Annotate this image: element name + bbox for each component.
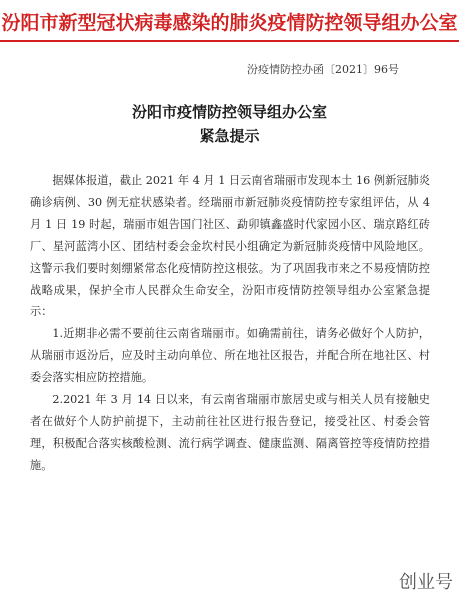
- document-body: [30, 170, 430, 477]
- body-paragraph-item-2: 2.2021 年 3 月 14 日以来，有云南省瑞丽市旅居史或与相关人员有接触史者在做好个人防护前提下，主动前往社区进行报告登记，接受社区、村委会管理，积极配合落实核酸检测、流行病学调查、健康监测、隔离管控等疫情防控措施。: [30, 393, 430, 472]
- watermark-logo: 创业号: [399, 572, 453, 593]
- document-title: 汾阳市疫情防控领导组办公室: [131, 103, 327, 121]
- red-header-org-title: 汾阳市新型冠状病毒感染的肺炎疫情防控领导组办公室: [1, 12, 458, 34]
- red-header-rule: [0, 40, 459, 42]
- document-subtitle: 紧急提示: [199, 127, 260, 145]
- document-number: 汾疫情防控办函〔2021〕96号: [247, 63, 399, 76]
- body-paragraph-intro: 据媒体报道，截止 2021 年 4 月 1 日云南省瑞丽市发现本土 16 例新冠肺炎确诊病例、30 例无症状感染者。经瑞丽市新冠肺炎疫情防控专家组评估，从 4 月 1 日 19 时起，瑞丽市姐告国门社区、勐卯镇鑫盛时代家园小区、瑞京路红砖厂、星河蓝湾小区、团结村委会金坎村民小组确定为新冠肺炎疫情中风险地区。这警示我们要时刻绷紧常态化疫情防控这根弦。为了巩固我市来之不易疫情防控战略成果，保护全市人民群众生命安全，汾阳市疫情防控领导组办公室紧急提示：: [30, 174, 430, 319]
- body-paragraph-item-1: 1.近期非必需不要前往云南省瑞丽市。如确需前往，请务必做好个人防护，从瑞丽市返汾后，应及时主动向单位、所在地社区报告，并配合所在地社区、村委会落实相应防控措施。: [30, 327, 430, 385]
